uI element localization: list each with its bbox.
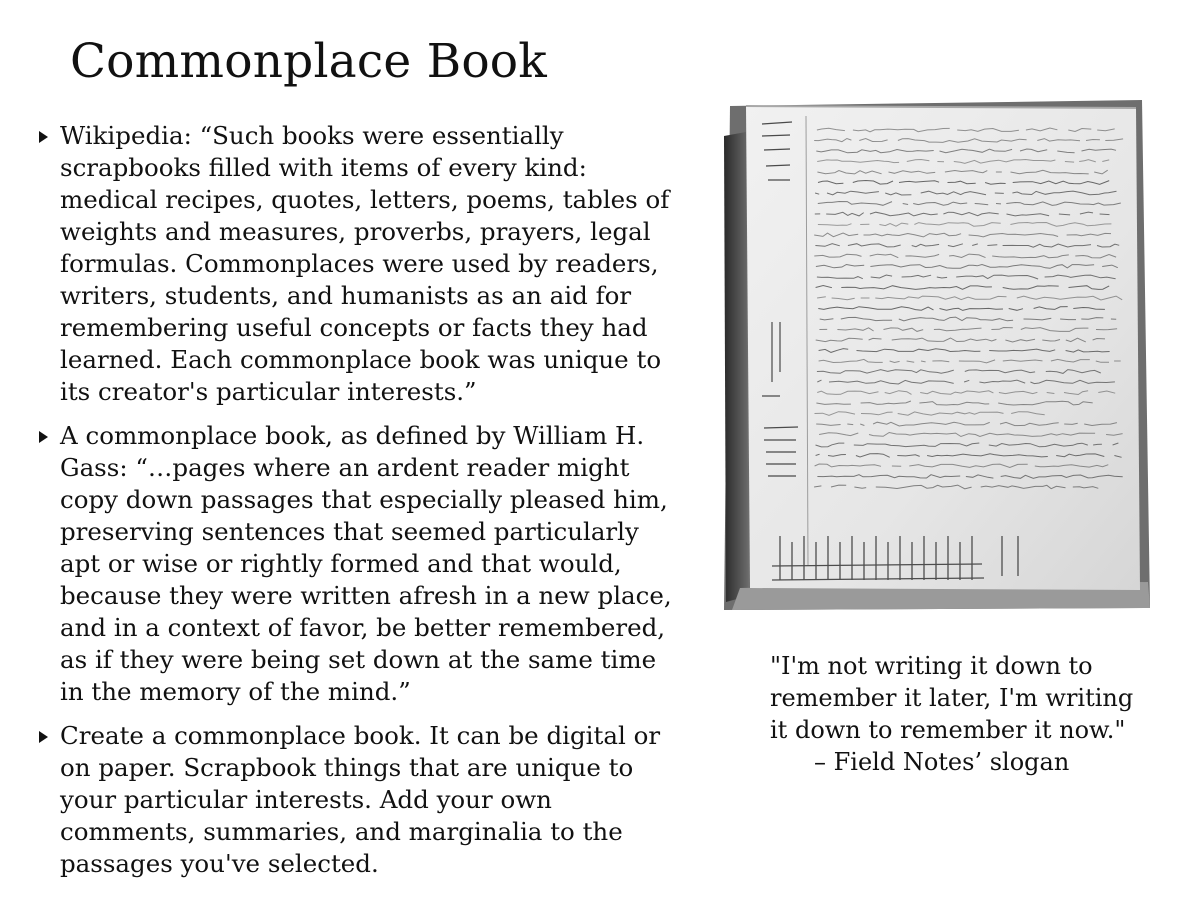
book-spine-edge <box>724 132 748 602</box>
bullet-text: Wikipedia: “Such books were essentially scrapbooks filled with items of every kind: medical recipes, quotes, letters, poems, tables of weights and measures, proverbs, prayers, legal formulas. Commonplaces were used by readers, writers, students, and humanists as an aid for remembering useful concepts or facts they had learned. Each commonplace book was unique to its creator's particular interests.” <box>60 121 670 406</box>
quote-text: "I'm not writing it down to remember it later, I'm writing it down to remember it now." <box>770 652 1134 744</box>
commonplace-book-photo <box>722 96 1152 614</box>
bullet-text: Create a commonplace book. It can be digital or on paper. Scrapbook things that are unique to your particular interests. Add your own comments, summaries, and marginalia to the passages you've selected. <box>60 721 661 878</box>
triangle-bullet-icon <box>39 431 48 443</box>
slogan-quote <box>770 650 1150 778</box>
page-title: Commonplace Book <box>70 34 547 89</box>
triangle-bullet-icon <box>39 131 48 143</box>
book-page <box>746 106 1140 590</box>
quote-attribution: – Field Notes’ slogan <box>814 748 1070 776</box>
bullet-text: A commonplace book, as defined by William H. Gass: “…pages where an ardent reader might copy down passages that especially pleased him, preserving sentences that seemed particularly apt or wise or rightly formed and that would, because they were written afresh in a new place, and in a context of favor, be better remembered, as if they were being set down at the same time in the memory of the mind.” <box>60 421 672 706</box>
bullet-item <box>36 720 676 880</box>
bullet-list <box>36 120 676 880</box>
bullet-item <box>36 120 676 408</box>
triangle-bullet-icon <box>39 731 48 743</box>
bullet-item <box>36 420 676 708</box>
